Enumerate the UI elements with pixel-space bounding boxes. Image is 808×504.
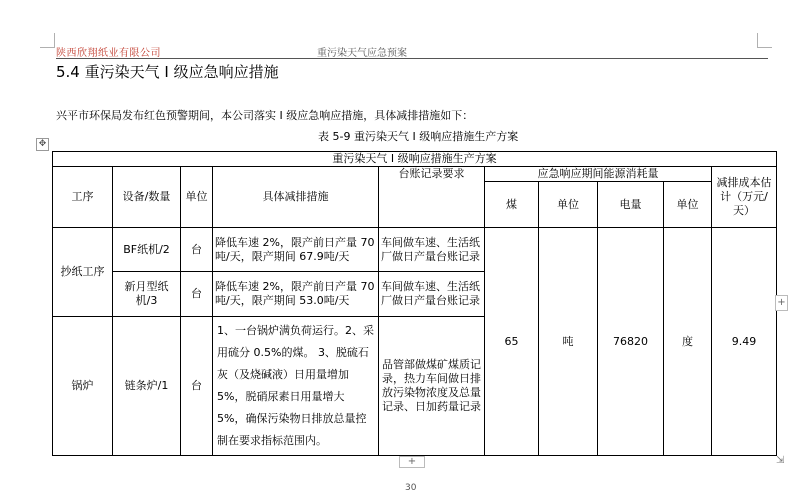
production-plan-table — [52, 151, 777, 456]
crop-mark-top-right — [757, 33, 772, 48]
add-column-button[interactable]: + — [775, 295, 788, 311]
header-company: 陕西欣翔纸业有限公司 — [56, 48, 161, 59]
header-electricity-unit: 单位 — [664, 182, 712, 228]
cell-measures: 降低车速 2%，限产前日产量 70 吨/天，限产期间 67.9吨/天 — [213, 228, 379, 272]
cell-records: 车间做车速、生活纸厂做日产量台账记录 — [379, 272, 485, 317]
header-document-title: 重污染天气应急预案 — [317, 48, 407, 59]
header-unit: 单位 — [181, 167, 213, 228]
cell-equipment: 新月型纸机/3 — [113, 272, 181, 317]
crop-mark-top-left — [40, 33, 55, 48]
table-caption: 表 5-9 重污染天气 I 级响应措施生产方案 — [318, 130, 519, 143]
header-measures: 具体减排措施 — [213, 167, 379, 228]
cell-records: 品管部做煤矿煤质记录，热力车间做日排放污染物浓度及总量记录、日加药量记录 — [379, 317, 485, 456]
cell-unit: 台 — [181, 228, 213, 272]
cell-unit: 台 — [181, 317, 213, 456]
cell-coal-unit: 吨 — [539, 228, 598, 456]
header-records: 台账记录要求 — [379, 167, 485, 228]
header-process: 工序 — [53, 167, 113, 228]
cell-equipment: BF纸机/2 — [113, 228, 181, 272]
table-resize-icon[interactable]: ⇲ — [776, 455, 785, 466]
cell-coal-value: 65 — [485, 228, 539, 456]
cell-electricity-value: 76820 — [598, 228, 664, 456]
cell-process: 锅炉 — [53, 317, 113, 456]
cell-process: 抄纸工序 — [53, 228, 113, 317]
cell-records: 车间做车速、生活纸厂做日产量台账记录 — [379, 228, 485, 272]
cell-electricity-unit: 度 — [664, 228, 712, 456]
cell-measures: 1、一台锅炉满负荷运行。2、采用硫分 0.5%的煤。 3、脱硫石灰（及烧碱液）日用量增加 5%，脱硝尿素日用量增大 5%，确保污染物日排放总量控制在要求指标范围内。 — [213, 317, 379, 456]
cell-unit: 台 — [181, 272, 213, 317]
cell-cost-value: 9.49 — [712, 228, 777, 456]
add-row-button[interactable]: + — [399, 456, 425, 468]
header-electricity: 电量 — [598, 182, 664, 228]
header-divider — [56, 58, 768, 59]
page-number: 30 — [405, 483, 417, 493]
intro-paragraph: 兴平市环保局发布红色预警期间，本公司落实 I 级应急响应措施，具体减排措施如下： — [56, 109, 474, 122]
header-coal: 煤 — [485, 182, 539, 228]
cell-equipment: 链条炉/1 — [113, 317, 181, 456]
section-heading: 5.4 重污染天气 I 级应急响应措施 — [56, 63, 279, 81]
table-move-handle-icon[interactable]: ✥ — [36, 138, 49, 151]
header-energy: 应急响应期间能源消耗量 — [485, 167, 712, 182]
table-title: 重污染天气 I 级响应措施生产方案 — [53, 152, 777, 167]
header-coal-unit: 单位 — [539, 182, 598, 228]
header-cost: 减排成本估计（万元/天） — [712, 167, 777, 228]
header-equipment: 设备/数量 — [113, 167, 181, 228]
cell-measures: 降低车速 2%，限产前日产量 70 吨/天，限产期间 53.0吨/天 — [213, 272, 379, 317]
